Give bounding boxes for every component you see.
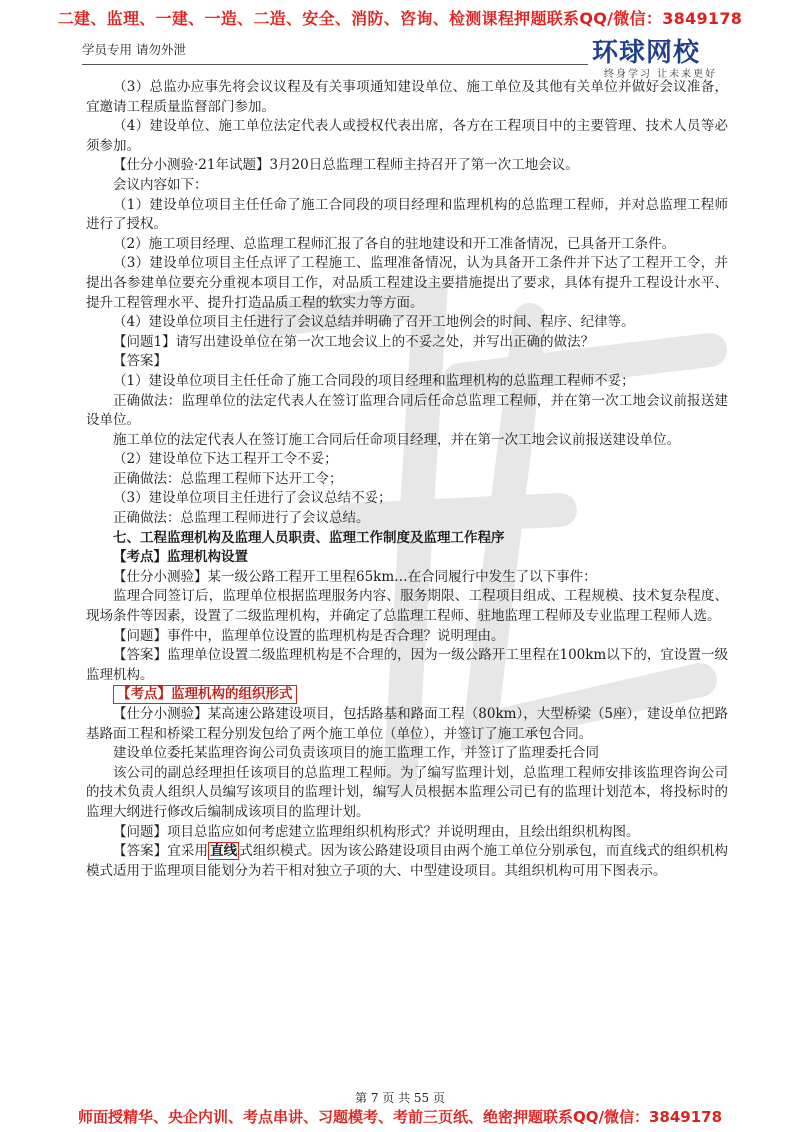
highlighted-topic-heading: 【考点】监理机构的组织形式 xyxy=(113,685,297,704)
paragraph: 该公司的副总经理担任该项目的总监理工程师。为了编写监理计划，总监理工程师安排该监理咨询公司的技术负责人组织人员编写该项目的监理计划，编写人员根据本监理公司已有的监理计划范本，将投标时的监理大纲进行修改后编制成该项目的监理计划。 xyxy=(86,764,728,820)
paragraph: 监理合同签订后，监理单位根据监理服务内容、服务期限、工程项目组成、工程规模、技术复杂程度、现场条件等因素，设置了二级监理机构，并确定了总监理工程师、驻地监理工程师及专业监理工程师人选。 xyxy=(86,588,728,625)
paragraph: 正确做法：监理单位的法定代表人在签订监理合同后任命总监理工程师，并在第一次工地会议前报送建设单位。 xyxy=(86,392,728,429)
paragraph: （4）建设单位项目主任进行了会议总结并明确了召开工地例会的时间、程序、纪律等。 xyxy=(113,314,635,331)
section-heading: 七、工程监理机构及监理人员职责、监理工作制度及监理工作程序 xyxy=(113,529,505,546)
logo-text: 环球网校 xyxy=(592,38,701,68)
page-number: 第 7 页 共 55 页 xyxy=(355,1091,445,1105)
answer-prefix: 【答案】宜采用 xyxy=(113,843,209,860)
paragraph: 施工单位的法定代表人在签订施工合同后任命项目经理，并在第一次工地会议前报送建设单位。 xyxy=(113,431,680,448)
boxed-keyword: 直线 xyxy=(210,843,238,860)
top-promo-banner: 二建、监理、一建、一造、二造、安全、消防、咨询、检测课程押题联系QQ/微信：3849178 xyxy=(57,9,743,28)
paragraph: 【问题1】请写出建设单位在第一次工地会议上的不妥之处，并写出正确的做法？ xyxy=(113,333,595,350)
document-body xyxy=(86,78,728,881)
paragraph: （2）施工项目经理、总监理工程师汇报了各自的驻地建设和开工准备情况，已具备开工条件。 xyxy=(113,235,676,252)
paragraph: 正确做法：总监理工程师进行了会议总结。 xyxy=(113,510,370,527)
header-note: 学员专用 请勿外泄 xyxy=(82,42,186,57)
paragraph: （3）建设单位项目主任进行了会议总结不妥； xyxy=(113,490,392,507)
paragraph: （1）建设单位项目主任任命了施工合同段的项目经理和监理机构的总监理工程师不妥； xyxy=(113,372,635,389)
paragraph: 【答案】 xyxy=(113,353,167,370)
highlighted-topic-row xyxy=(86,685,728,705)
paragraph: （3）建设单位项目主任点评了工程施工、监理准备情况，认为具备开工条件并下达了工程开工令，并提出各参建单位要充分重视本项目工作，对品质工程建设主要措施提出了要求，具体有提升工程设计水平、提升工程管理水平、提升打造品质工程的软实力等方面。 xyxy=(86,255,728,311)
paragraph: 建设单位委托某监理咨询公司负责该项目的施工监理工作，并签订了监理委托合同 xyxy=(113,745,599,762)
logo-slogan: 终身学习 让未来更好 xyxy=(604,69,718,80)
answer-paragraph xyxy=(86,842,728,881)
paragraph: 【仕分小测验】某高速公路建设项目，包括路基和路面工程（80km），大型桥梁（5座），建设单位把路基路面工程和桥梁工程分别发包给了两个施工单位（单位），并签订了施工承包合同。 xyxy=(86,706,728,742)
paragraph: （3）总监办应事先将会议议程及有关事项通知建设单位、施工单位及其他有关单位并做好会议准备，宜邀请工程质量监督部门参加。 xyxy=(86,79,728,115)
paragraph: 会议内容如下： xyxy=(113,176,208,193)
paragraph: 正确做法：总监理工程师下达开工令； xyxy=(113,470,343,487)
school-logo xyxy=(592,32,742,82)
bottom-promo-banner: 师面授精华、央企内训、考点串讲、习题模考、考前三页纸、绝密押题联系QQ/微信：3849178 xyxy=(77,1108,723,1126)
paragraph: （4）建设单位、施工单位法定代表人或授权代表出席，各方在工程项目中的主要管理、技术人员等必须参加。 xyxy=(86,118,728,154)
paragraph: 【问题】项目总监应如何考虑建立监理组织机构形式？并说明理由，且绘出组织机构图。 xyxy=(113,823,640,840)
paragraph: 【仕分小测验·21年试题】3月20日总监理工程师主持召开了第一次工地会议。 xyxy=(113,157,579,174)
answer-rest: 式组织模式。因为该公路建设项目由两个施工单位分别承包，而直线式的组织机构模式适用于监理项目能划分为若干相对独立子项的大、中型建设项目。其组织机构可用下图表示。 xyxy=(86,843,729,879)
header-divider xyxy=(82,64,588,65)
paragraph: 【仕分小测验】某一级公路工程开工里程65km…在合同履行中发生了以下事件： xyxy=(113,568,597,585)
paragraph: 【答案】监理单位设置二级监理机构是不合理的，因为一级公路开工里程在100km以下的，宜设置一级监理机构。 xyxy=(86,647,728,683)
paragraph: （1）建设单位项目主任任命了施工合同段的项目经理和监理机构的总监理工程师，并对总监理工程师进行了授权。 xyxy=(86,196,728,233)
topic-heading: 【考点】监理机构设置 xyxy=(113,549,248,566)
paragraph: 【问题】事件中，监理单位设置的监理机构是否合理？说明理由。 xyxy=(113,627,505,644)
paragraph: （2）建设单位下达工程开工令不妥； xyxy=(113,451,338,468)
